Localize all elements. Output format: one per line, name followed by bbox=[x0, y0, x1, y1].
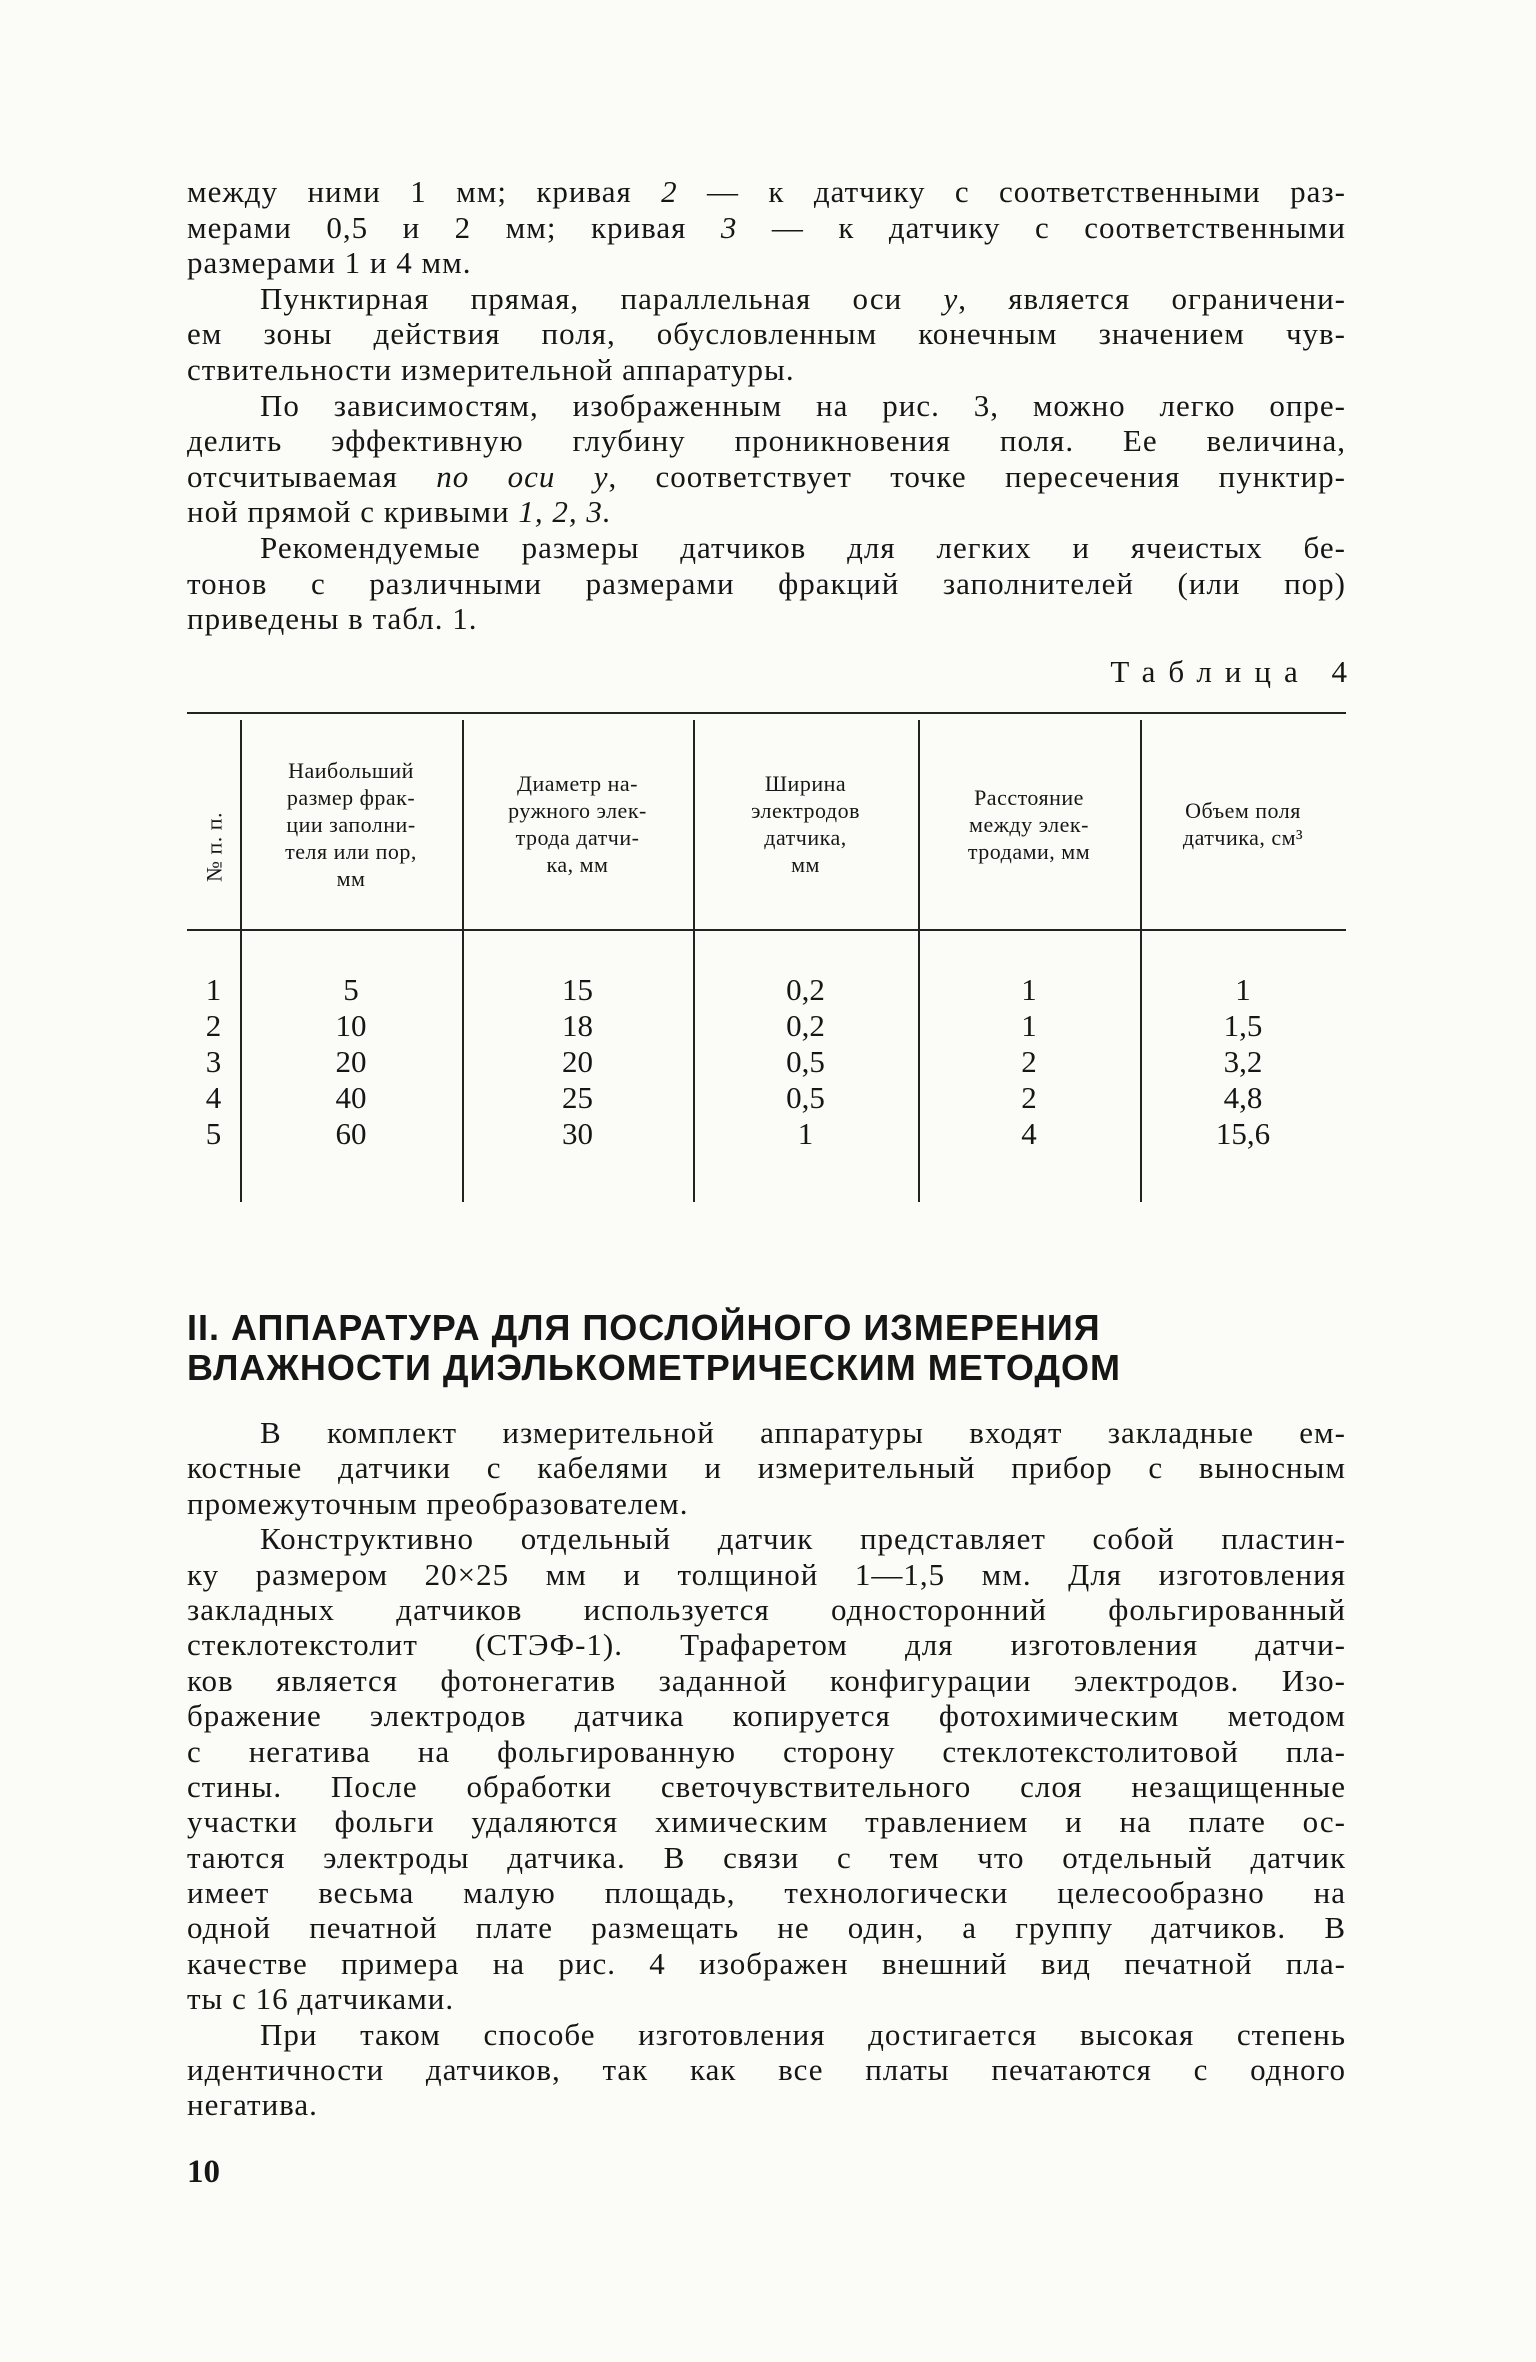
section-heading-line: ВЛАЖНОСТИ ДИЭЛЬКОМЕТРИЧЕСКИМ МЕТОДОМ bbox=[187, 1347, 1122, 1388]
text-line: таются электроды датчика. В связи с тем что отдельный датчик bbox=[187, 1839, 1346, 1875]
text-segment: — к датчику с соответственными bbox=[737, 209, 1346, 245]
column-header-line: электродов bbox=[750, 798, 861, 823]
table-cell: 5 bbox=[343, 972, 359, 1007]
column-header-line: датчика, см³ bbox=[1182, 825, 1304, 850]
text-segment: , является ограничени- bbox=[958, 280, 1346, 316]
table-cell: 60 bbox=[335, 1116, 367, 1151]
column-header bbox=[693, 720, 918, 928]
paragraph bbox=[187, 1521, 1346, 2016]
table-cell: 15,6 bbox=[1215, 1116, 1271, 1151]
text-line: Рекомендуемые размеры датчиков для легких и ячеистых бе- bbox=[260, 529, 1346, 565]
italic-text: y bbox=[943, 280, 959, 316]
table-cell: 0,5 bbox=[786, 1044, 825, 1079]
table-caption: Таблица 4 bbox=[1110, 654, 1360, 689]
column-header bbox=[240, 720, 462, 928]
column-header-line: датчика, bbox=[764, 825, 847, 850]
column-header bbox=[918, 720, 1140, 928]
column-header-line: тродами, мм bbox=[967, 838, 1091, 864]
text-segment: мерами 0,5 и 2 мм; кривая bbox=[187, 209, 721, 245]
table-cell: 2 bbox=[1021, 1044, 1037, 1079]
table-cell: 3,2 bbox=[1223, 1044, 1263, 1079]
text-line: При таком способе изготовления достигается высокая степень bbox=[260, 2016, 1346, 2052]
text-line: ты с 16 датчиками. bbox=[187, 1981, 455, 2017]
text-line bbox=[187, 494, 1346, 530]
table-cell: 4,8 bbox=[1223, 1080, 1263, 1115]
text-line bbox=[187, 210, 1346, 246]
column-header-line: ции заполни- bbox=[286, 811, 416, 837]
table-header-rule bbox=[187, 929, 1346, 931]
text-line: идентичности датчиков, так как все платы печатаются с одного bbox=[187, 2052, 1346, 2088]
text-line: закладных датчиков используется односторонний фольгированный bbox=[187, 1591, 1346, 1627]
column-header-line: Наибольший bbox=[288, 757, 414, 783]
text-line: одной печатной плате размещать не один, а группу датчиков. В bbox=[187, 1910, 1346, 1946]
column-header-line: ка, мм bbox=[546, 852, 609, 877]
table-cell: 4 bbox=[1021, 1116, 1037, 1151]
paragraph bbox=[187, 2017, 1346, 2123]
table-cell: 1 bbox=[1235, 972, 1251, 1007]
text-segment: — к датчику с соответственными раз- bbox=[677, 174, 1346, 209]
table-cell: 15 bbox=[562, 972, 593, 1007]
italic-text: 3 bbox=[720, 209, 738, 245]
table-cell: 3 bbox=[205, 1044, 222, 1079]
text-line: делить эффективную глубину проникновения поля. Ее величина, bbox=[187, 423, 1346, 459]
column-header-line: теля или пор, bbox=[285, 838, 417, 864]
column-header-line: Ширина bbox=[764, 771, 847, 796]
text-line: стины. После обработки светочувствительного слоя незащищенные bbox=[187, 1768, 1346, 1804]
text-segment: между ними 1 мм; кривая bbox=[187, 174, 662, 209]
table-cell: 1 bbox=[1021, 972, 1037, 1007]
table-cell: 0,2 bbox=[786, 972, 825, 1007]
paragraph bbox=[187, 174, 1346, 281]
table-cell: 25 bbox=[562, 1080, 593, 1115]
table-top-rule bbox=[187, 712, 1346, 714]
section-heading bbox=[187, 1308, 1121, 1388]
text-line: ку размером 20×25 мм и толщиной 1—1,5 мм. Для изготовления bbox=[187, 1556, 1346, 1592]
paragraph bbox=[187, 530, 1346, 637]
intro-text bbox=[187, 174, 1346, 637]
text-line: с негатива на фольгированную сторону стеклотекстолитовой пла- bbox=[187, 1733, 1346, 1769]
paragraph bbox=[187, 388, 1346, 530]
table-cell: 2 bbox=[1021, 1080, 1037, 1115]
text-line bbox=[187, 174, 1346, 210]
text-line: промежуточным преобразователем. bbox=[187, 1485, 689, 1521]
page-number: 10 bbox=[187, 2154, 220, 2190]
table-cell: 30 bbox=[562, 1116, 593, 1151]
text-line: приведены в табл. 1. bbox=[187, 601, 478, 637]
table-cell: 18 bbox=[562, 1008, 593, 1043]
table-cell: 1 bbox=[205, 972, 222, 1007]
column-header-line: мм bbox=[791, 852, 820, 877]
column-header bbox=[1140, 720, 1346, 928]
text-line bbox=[187, 281, 1346, 317]
column-header bbox=[187, 720, 240, 928]
table-cell: 1,5 bbox=[1223, 1008, 1263, 1043]
column-header-line: размер фрак- bbox=[286, 784, 416, 810]
text-line: участки фольги удаляются химическим травлением и на плате ос- bbox=[187, 1804, 1346, 1840]
text-line bbox=[187, 459, 1346, 495]
text-line: качестве примера на рис. 4 изображен внешний вид печатной пла- bbox=[187, 1945, 1346, 1981]
paragraph bbox=[187, 281, 1346, 388]
text-line: В комплект измерительной аппаратуры входят закладные ем- bbox=[260, 1415, 1346, 1450]
text-segment: Пунктирная прямая, параллельная оси bbox=[260, 280, 944, 316]
table-cell: 5 bbox=[205, 1116, 222, 1151]
table-body bbox=[187, 972, 1346, 1152]
italic-text: 1, 2, 3. bbox=[518, 494, 612, 530]
text-segment: , соответствует точке пересечения пунктир- bbox=[608, 458, 1346, 494]
column-header-line: Объем поля bbox=[1185, 798, 1301, 823]
text-segment: отсчитываемая bbox=[187, 458, 437, 494]
text-line: ствительности измерительной аппаратуры. bbox=[187, 351, 795, 387]
column-header bbox=[462, 720, 693, 928]
table-header bbox=[187, 720, 1346, 928]
table-cell: 20 bbox=[335, 1044, 367, 1079]
section-heading-line: II. АППАРАТУРА ДЛЯ ПОСЛОЙНОГО ИЗМЕРЕНИЯ bbox=[187, 1307, 1101, 1348]
table-cell: 0,5 bbox=[786, 1080, 825, 1115]
text-line: размерами 1 и 4 мм. bbox=[187, 245, 472, 281]
text-line: бражение электродов датчика копируется фотохимическим методом bbox=[187, 1698, 1346, 1734]
table-cell: 1 bbox=[797, 1116, 814, 1151]
text-line: ков является фотонегатив заданной конфигурации электродов. Изо- bbox=[187, 1662, 1346, 1698]
table-cell: 40 bbox=[335, 1080, 367, 1115]
text-segment: ной прямой с кривыми bbox=[187, 494, 519, 530]
column-header-line: Расстояние bbox=[974, 784, 1084, 810]
text-line: Конструктивно отдельный датчик представляет собой пластин- bbox=[260, 1521, 1346, 1557]
table-cell: 1 bbox=[1021, 1008, 1037, 1043]
column-header-line: трода датчи- bbox=[515, 825, 640, 850]
section-text bbox=[187, 1415, 1346, 2123]
table-cell: 20 bbox=[562, 1044, 593, 1079]
paragraph bbox=[187, 1415, 1346, 1521]
text-line: негатива. bbox=[187, 2087, 318, 2123]
column-header-line: № п. п. bbox=[201, 811, 226, 883]
text-line: костные датчики с кабелями и измерительный прибор с выносным bbox=[187, 1450, 1346, 1486]
text-line: стеклотекстолит (СТЭФ-1). Трафаретом для изготовления датчи- bbox=[187, 1627, 1346, 1663]
table-cell: 10 bbox=[335, 1008, 367, 1043]
column-header-line: между элек- bbox=[969, 811, 1089, 837]
table-cell: 0,2 bbox=[786, 1008, 825, 1043]
column-header-line: ружного элек- bbox=[508, 798, 647, 823]
column-header-line: Диаметр на- bbox=[517, 771, 638, 796]
text-line: тонов с различными размерами фракций заполнителей (или пор) bbox=[187, 565, 1346, 601]
italic-text: 2 bbox=[661, 174, 678, 209]
table-cell: 4 bbox=[205, 1080, 222, 1115]
column-header-line: мм bbox=[336, 865, 366, 891]
text-line: имеет весьма малую площадь, технологически целесообразно на bbox=[187, 1875, 1346, 1911]
text-line: По зависимостям, изображенным на рис. 3, можно легко опре- bbox=[260, 387, 1346, 423]
text-line: ем зоны действия поля, обусловленным конечным значением чув- bbox=[187, 316, 1346, 352]
table-cell: 2 bbox=[205, 1008, 222, 1043]
italic-text: по оси y bbox=[436, 458, 609, 494]
data-table bbox=[187, 712, 1346, 1204]
